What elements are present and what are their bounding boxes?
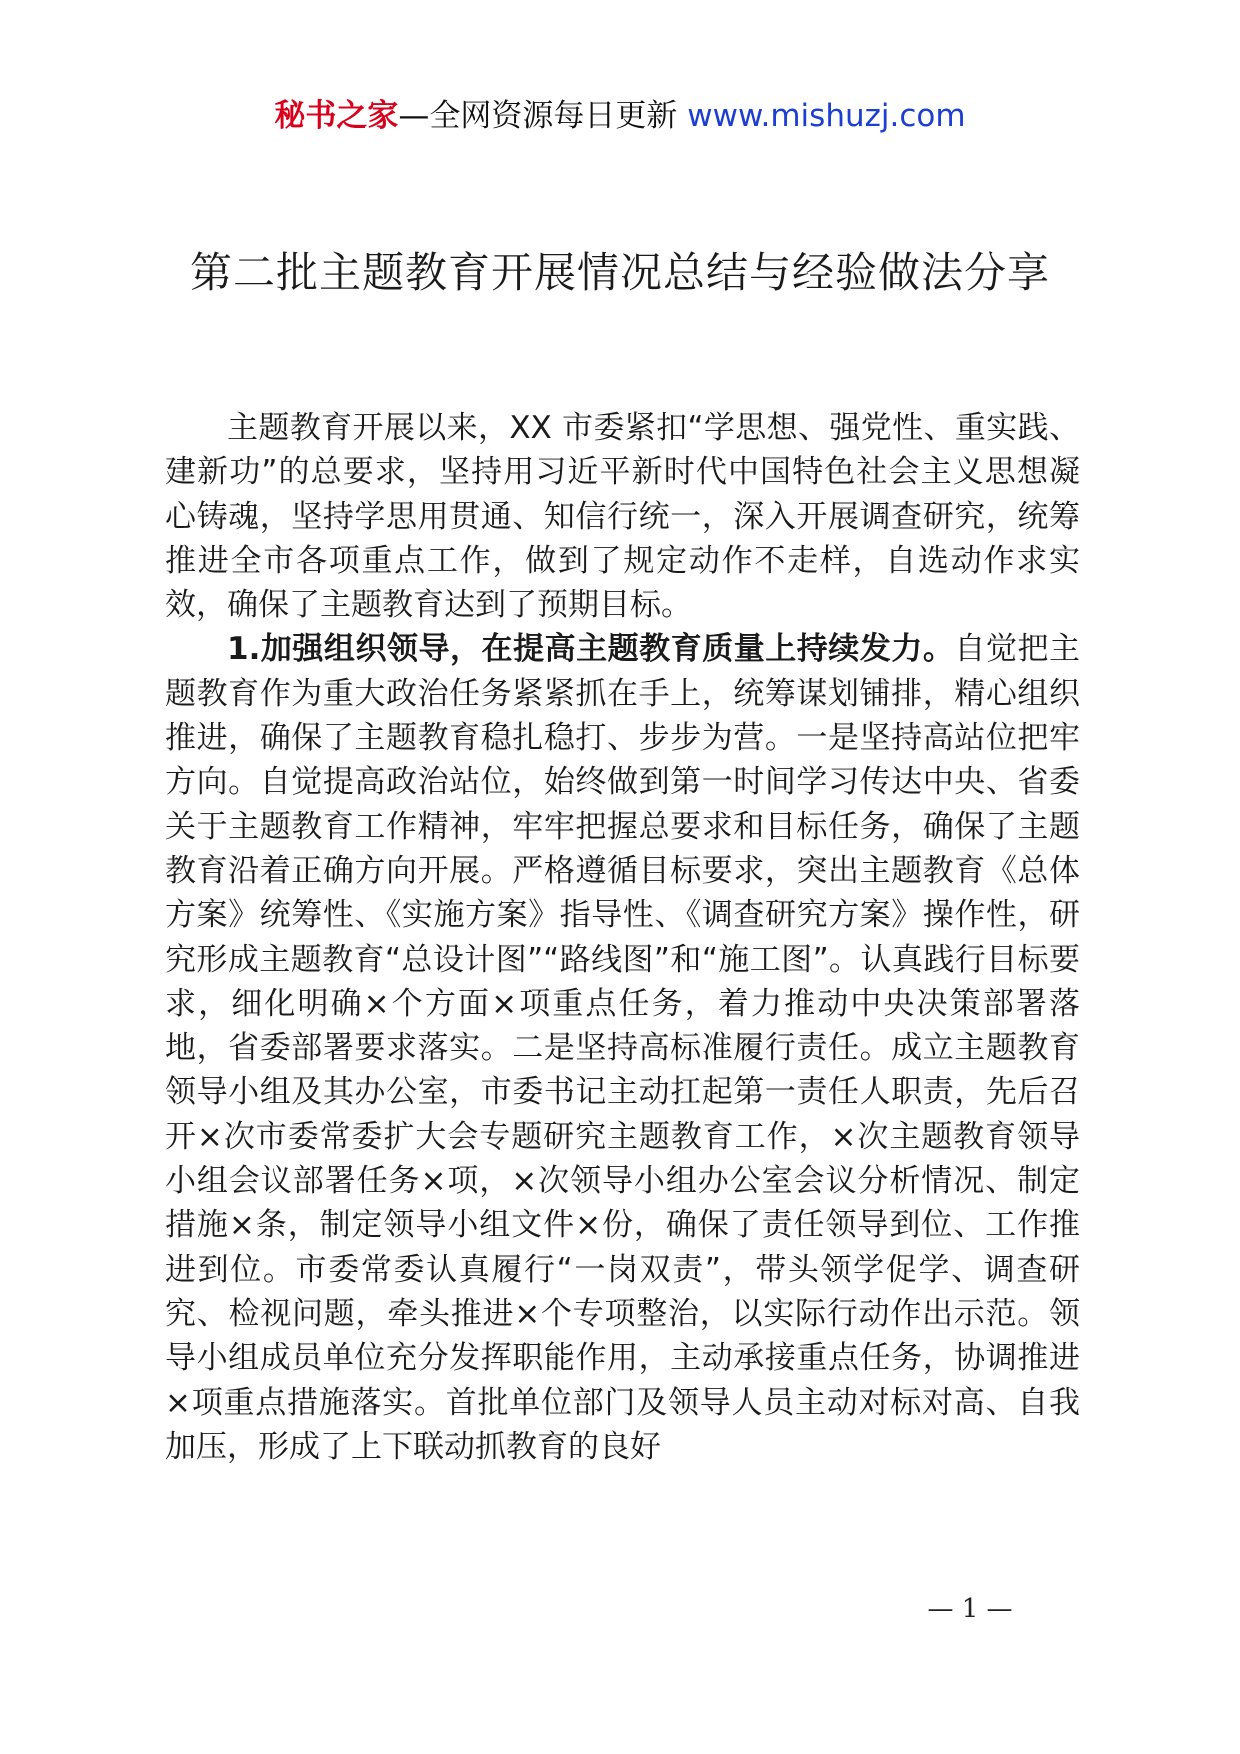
- site-url-link[interactable]: www.mishuzj.com: [687, 98, 966, 134]
- header-tagline: —全网资源每日更新: [398, 98, 688, 134]
- document-body: [165, 406, 1080, 1469]
- site-header: [0, 96, 1240, 136]
- document-title: 第二批主题教育开展情况总结与经验做法分享: [189, 248, 1050, 297]
- section-1-paragraph: [165, 627, 1080, 1469]
- section-1-body: 自觉把主题教育作为重大政治任务紧紧抓在手上，统筹谋划铺排，精心组织推进，确保了主题教育稳扎稳打、步步为营。一是坚持高站位把牢方向。自觉提高政治站位，始终做到第一时间学习传达中央、省委关于主题教育工作精神，牢牢把握总要求和目标任务，确保了主题教育沿着正确方向开展。严格遵循目标要求，突出主题教育《总体方案》统筹性、《实施方案》指导性、《调查研究方案》操作性，研究形成主题教育“总设计图”“路线图”和“施工图”。认真践行目标要求，细化明确×个方面×项重点任务，着力推动中央决策部署落地，省委部署要求落实。二是坚持高标准履行责任。成立主题教育领导小组及其办公室，市委书记主动扛起第一责任人职责，先后召开×次市委常委扩大会专题研究主题教育工作，×次主题教育领导小组会议部署任务×项，×次领导小组办公室会议分析情况、制定措施×条，制定领导小组文件×份，确保了责任领导到位、工作推进到位。市委常委认真履行“一岗双责”，带头领学促学、调查研究、检视问题，牵头推进×个专项整治，以实际行动作出示范。领导小组成员单位充分发挥职能作用，主动承接重点任务，协调推进×项重点措施落实。首批单位部门及领导人员主动对标对高、自我加压，形成了上下联动抓教育的良好: [165, 631, 1080, 1465]
- page-number: — 1 —: [927, 1594, 1013, 1624]
- intro-paragraph: 主题教育开展以来，XX 市委紧扣“学思想、强党性、重实践、建新功”的总要求，坚持用习近平新时代中国特色社会主义思想凝心铸魂，坚持学思用贯通、知信行统一，深入开展调查研究，统筹推进全市各项重点工作，做到了规定动作不走样，自选动作求实效，确保了主题教育达到了预期目标。: [165, 410, 1080, 624]
- brand-name: 秘书之家: [274, 98, 399, 134]
- section-1-heading: 1.加强组织领导，在提高主题教育质量上持续发力。: [227, 631, 955, 668]
